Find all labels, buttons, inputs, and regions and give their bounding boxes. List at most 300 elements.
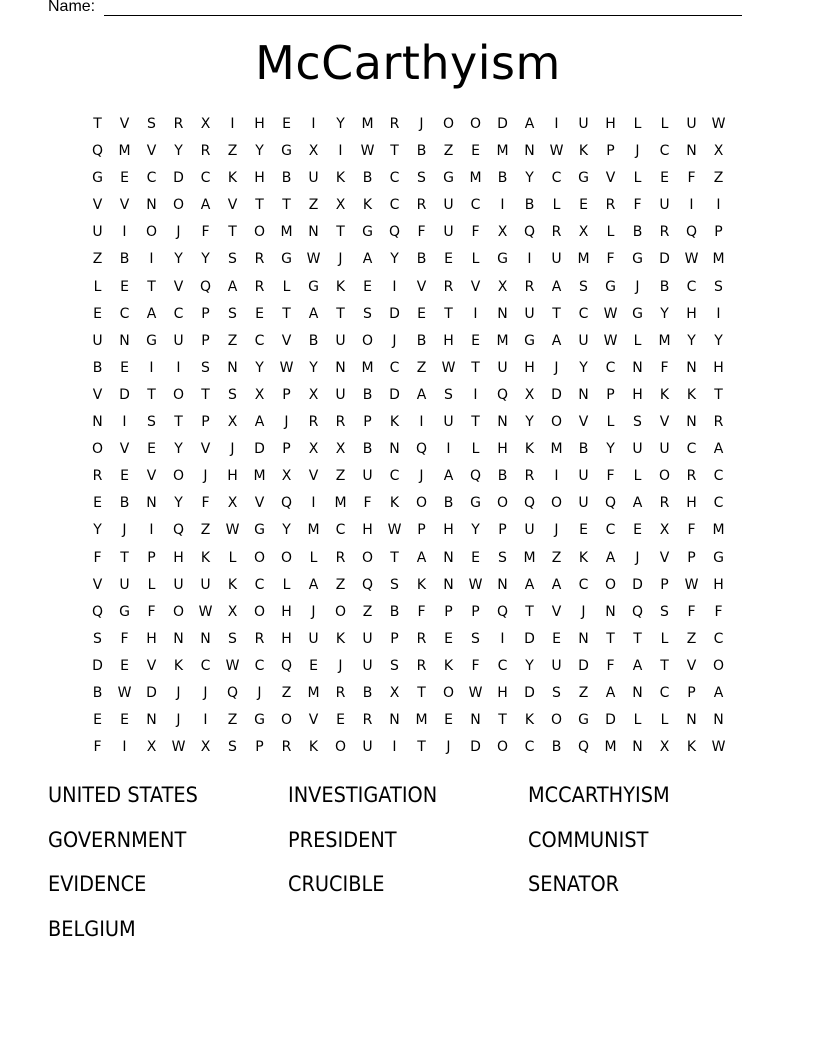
grid-letter: X xyxy=(659,522,670,539)
grid-letter: N xyxy=(686,414,697,431)
grid-letter: V xyxy=(92,576,103,593)
grid-letter: L xyxy=(471,251,480,268)
grid-letter: L xyxy=(93,278,102,295)
grid-letter: I xyxy=(338,143,343,160)
grid-letter: I xyxy=(122,414,127,431)
grid-letter: A xyxy=(146,305,157,322)
grid-letter: I xyxy=(203,712,208,729)
grid-letter: O xyxy=(172,386,185,403)
grid-letter: K xyxy=(524,441,535,458)
grid-letter: Y xyxy=(174,441,183,458)
grid-letter: D xyxy=(632,576,643,593)
grid-letter: K xyxy=(335,630,346,647)
grid-letter: A xyxy=(308,576,319,593)
grid-letter: T xyxy=(417,739,426,756)
grid-letter: W xyxy=(225,657,240,674)
grid-letter: O xyxy=(415,495,428,512)
grid-letter: J xyxy=(554,522,559,539)
grid-letter: E xyxy=(471,332,480,349)
grid-letter: P xyxy=(282,386,291,403)
grid-letter: F xyxy=(714,603,723,620)
grid-letter: C xyxy=(470,197,481,214)
grid-letter: X xyxy=(227,603,238,620)
grid-letter: J xyxy=(446,739,451,756)
grid-letter: C xyxy=(389,468,400,485)
grid-letter: O xyxy=(334,603,347,620)
grid-letter: Y xyxy=(201,251,210,268)
grid-letter: G xyxy=(254,712,265,729)
grid-letter: S xyxy=(498,549,507,566)
grid-letter: T xyxy=(633,630,642,647)
grid-letter: U xyxy=(659,441,670,458)
grid-letter: O xyxy=(550,414,563,431)
grid-row xyxy=(84,653,732,680)
grid-letter: K xyxy=(389,495,400,512)
grid-letter: I xyxy=(554,468,559,485)
grid-row xyxy=(84,490,732,517)
grid-letter: A xyxy=(524,116,535,132)
grid-letter: W xyxy=(684,576,699,593)
grid-letter: J xyxy=(284,414,289,431)
grid-letter: C xyxy=(173,305,184,322)
grid-letter: A xyxy=(551,576,562,593)
grid-letter: P xyxy=(147,549,156,566)
grid-letter: G xyxy=(578,712,589,729)
grid-letter: J xyxy=(419,116,424,132)
grid-letter: E xyxy=(282,116,291,132)
grid-letter: B xyxy=(416,332,427,349)
grid-letter: Y xyxy=(714,332,723,349)
grid-letter: K xyxy=(578,549,589,566)
grid-letter: O xyxy=(253,224,266,241)
grid-letter: V xyxy=(146,657,157,674)
grid-letter: C xyxy=(659,143,670,160)
grid-letter: X xyxy=(308,441,319,458)
grid-letter: U xyxy=(92,224,103,241)
grid-letter: U xyxy=(362,630,373,647)
grid-letter: Q xyxy=(91,603,104,620)
grid-letter: W xyxy=(279,359,294,376)
grid-letter: U xyxy=(335,332,346,349)
grid-letter: H xyxy=(254,170,265,187)
grid-letter: W xyxy=(603,305,618,322)
grid-letter: U xyxy=(524,305,535,322)
grid-letter: K xyxy=(389,414,400,431)
grid-letter: S xyxy=(147,116,156,132)
grid-letter: O xyxy=(496,495,509,512)
grid-letter: F xyxy=(93,549,102,566)
grid-letter: S xyxy=(390,657,399,674)
grid-letter: O xyxy=(550,495,563,512)
grid-letter: N xyxy=(713,712,724,729)
grid-letter: R xyxy=(524,278,535,295)
grid-letter: R xyxy=(281,739,292,756)
grid-letter: Z xyxy=(443,143,454,160)
grid-letter: T xyxy=(147,386,156,403)
grid-letter: S xyxy=(363,305,372,322)
grid-letter: Q xyxy=(415,441,428,458)
grid-letter: O xyxy=(442,116,455,132)
grid-letter: R xyxy=(524,468,535,485)
grid-letter: J xyxy=(203,684,208,701)
grid-letter: M xyxy=(523,549,536,566)
grid-letter: U xyxy=(362,468,373,485)
grid-letter: U xyxy=(173,332,184,349)
grid-letter: Y xyxy=(525,414,534,431)
grid-letter: Q xyxy=(91,143,104,160)
grid-letter: V xyxy=(146,468,157,485)
grid-letter: G xyxy=(362,224,373,241)
grid-letter: T xyxy=(390,143,399,160)
grid-letter: X xyxy=(281,468,292,485)
grid-letter: N xyxy=(335,359,346,376)
grid-letter: Q xyxy=(631,603,644,620)
grid-letter: P xyxy=(714,224,723,241)
grid-letter: L xyxy=(228,549,237,566)
grid-letter: G xyxy=(443,170,454,187)
grid-letter: B xyxy=(362,170,373,187)
grid-letter: Y xyxy=(255,359,264,376)
grid-letter: U xyxy=(659,197,670,214)
grid-letter: P xyxy=(660,576,669,593)
grid-letter: D xyxy=(146,684,157,701)
name-line xyxy=(104,15,742,16)
grid-letter: U xyxy=(362,739,373,756)
grid-row xyxy=(84,572,732,599)
grid-letter: S xyxy=(201,359,210,376)
grid-letter: V xyxy=(605,170,616,187)
grid-letter: T xyxy=(147,278,156,295)
grid-letter: B xyxy=(497,468,508,485)
grid-letter: V xyxy=(308,712,319,729)
grid-letter: Y xyxy=(336,116,345,132)
grid-letter: C xyxy=(524,739,535,756)
grid-letter: E xyxy=(309,657,318,674)
grid-letter: M xyxy=(658,332,671,349)
grid-letter: B xyxy=(362,386,373,403)
grid-letter: U xyxy=(578,116,589,132)
grid-letter: O xyxy=(334,739,347,756)
grid-letter: H xyxy=(281,630,292,647)
grid-letter: S xyxy=(228,739,237,756)
grid-letter: K xyxy=(362,197,373,214)
grid-letter: M xyxy=(253,468,266,485)
grid-letter: Y xyxy=(660,305,669,322)
grid-letter: C xyxy=(254,576,265,593)
grid-letter: Q xyxy=(496,386,509,403)
grid-letter: Y xyxy=(309,359,318,376)
word-list-item: COMMUNIST xyxy=(528,827,649,852)
grid-letter: N xyxy=(470,712,481,729)
grid-letter: D xyxy=(92,657,103,674)
grid-letter: D xyxy=(551,386,562,403)
grid-letter: Z xyxy=(416,359,427,376)
grid-letter: I xyxy=(473,386,478,403)
grid-letter: R xyxy=(254,278,265,295)
grid-letter: A xyxy=(254,414,265,431)
grid-letter: Y xyxy=(525,170,534,187)
grid-letter: Q xyxy=(604,495,617,512)
grid-letter: W xyxy=(468,684,483,701)
grid-letter: D xyxy=(254,441,265,458)
grid-letter: W xyxy=(306,251,321,268)
grid-letter: I xyxy=(419,414,424,431)
grid-letter: N xyxy=(146,495,157,512)
grid-letter: E xyxy=(660,170,669,187)
grid-letter: P xyxy=(606,143,615,160)
grid-letter: C xyxy=(686,278,697,295)
grid-letter: W xyxy=(117,684,132,701)
grid-letter: O xyxy=(469,116,482,132)
grid-letter: A xyxy=(308,305,319,322)
grid-letter: A xyxy=(362,251,373,268)
grid-letter: U xyxy=(686,116,697,132)
grid-letter: G xyxy=(632,305,643,322)
grid-letter: E xyxy=(120,657,129,674)
grid-letter: G xyxy=(470,495,481,512)
grid-letter: V xyxy=(254,495,265,512)
grid-letter: L xyxy=(660,116,669,132)
grid-letter: O xyxy=(550,712,563,729)
grid-letter: W xyxy=(360,143,375,160)
grid-letter: W xyxy=(603,332,618,349)
grid-letter: J xyxy=(392,332,397,349)
grid-letter: Z xyxy=(227,712,238,729)
grid-letter: A xyxy=(605,684,616,701)
grid-letter: C xyxy=(254,657,265,674)
grid-letter: E xyxy=(633,522,642,539)
grid-letter: N xyxy=(497,576,508,593)
grid-letter: E xyxy=(444,251,453,268)
grid-letter: Q xyxy=(226,684,239,701)
grid-letter: E xyxy=(120,359,129,376)
grid-letter: F xyxy=(201,495,210,512)
grid-letter: U xyxy=(308,630,319,647)
grid-letter: R xyxy=(416,657,427,674)
grid-letter: X xyxy=(200,739,211,756)
grid-letter: E xyxy=(93,305,102,322)
grid-letter: B xyxy=(416,143,427,160)
grid-letter: N xyxy=(497,305,508,322)
grid-row xyxy=(84,409,732,436)
grid-letter: S xyxy=(228,386,237,403)
grid-letter: U xyxy=(578,468,589,485)
grid-letter: J xyxy=(419,468,424,485)
grid-letter: Y xyxy=(390,251,399,268)
grid-letter: K xyxy=(173,657,184,674)
grid-letter: O xyxy=(361,549,374,566)
grid-row xyxy=(84,219,732,246)
grid-letter: J xyxy=(554,359,559,376)
grid-letter: J xyxy=(176,224,181,241)
grid-letter: I xyxy=(527,251,532,268)
grid-letter: L xyxy=(660,712,669,729)
grid-letter: I xyxy=(311,495,316,512)
grid-letter: M xyxy=(334,495,347,512)
grid-letter: P xyxy=(687,549,696,566)
grid-letter: W xyxy=(441,359,456,376)
grid-letter: F xyxy=(633,197,642,214)
grid-letter: E xyxy=(579,522,588,539)
grid-letter: Y xyxy=(255,143,264,160)
grid-letter: F xyxy=(201,224,210,241)
grid-letter: F xyxy=(417,603,426,620)
word-list xyxy=(48,780,768,958)
grid-letter: Z xyxy=(578,684,589,701)
grid-row xyxy=(84,517,732,544)
grid-letter: E xyxy=(471,549,480,566)
grid-letter: N xyxy=(389,712,400,729)
grid-letter: E xyxy=(336,712,345,729)
grid-letter: B xyxy=(362,441,373,458)
grid-letter: F xyxy=(687,603,696,620)
grid-letter: Y xyxy=(174,495,183,512)
grid-letter: P xyxy=(201,332,210,349)
grid-letter: F xyxy=(606,657,615,674)
grid-letter: S xyxy=(552,684,561,701)
grid-row xyxy=(84,545,732,572)
grid-row xyxy=(84,463,732,490)
grid-letter: L xyxy=(471,441,480,458)
grid-letter: H xyxy=(497,441,508,458)
grid-letter: E xyxy=(93,712,102,729)
grid-letter: N xyxy=(119,332,130,349)
grid-letter: M xyxy=(712,251,725,268)
grid-letter: H xyxy=(146,630,157,647)
grid-letter: C xyxy=(713,468,724,485)
grid-letter: M xyxy=(469,170,482,187)
grid-letter: E xyxy=(363,278,372,295)
grid-letter: N xyxy=(578,630,589,647)
grid-letter: R xyxy=(416,630,427,647)
grid-letter: E xyxy=(444,630,453,647)
grid-letter: J xyxy=(311,603,316,620)
grid-letter: X xyxy=(578,224,589,241)
grid-letter: L xyxy=(633,468,642,485)
grid-letter: M xyxy=(604,739,617,756)
grid-letter: S xyxy=(228,251,237,268)
grid-letter: H xyxy=(605,116,616,132)
grid-row xyxy=(84,355,732,382)
grid-letter: D xyxy=(470,739,481,756)
grid-letter: H xyxy=(227,468,238,485)
grid-letter: K xyxy=(416,576,427,593)
grid-letter: M xyxy=(280,224,293,241)
grid-letter: J xyxy=(176,712,181,729)
grid-letter: M xyxy=(361,359,374,376)
grid-letter: H xyxy=(443,522,454,539)
grid-letter: C xyxy=(659,684,670,701)
grid-letter: B xyxy=(308,332,319,349)
grid-letter: M xyxy=(415,712,428,729)
grid-letter: C xyxy=(497,657,508,674)
grid-letter: U xyxy=(92,332,103,349)
grid-letter: Y xyxy=(579,359,588,376)
grid-letter: O xyxy=(280,712,293,729)
grid-letter: N xyxy=(686,712,697,729)
grid-letter: H xyxy=(686,305,697,322)
grid-letter: H xyxy=(254,116,265,132)
grid-letter: D xyxy=(659,251,670,268)
grid-letter: C xyxy=(605,522,616,539)
grid-letter: X xyxy=(254,386,265,403)
grid-letter: V xyxy=(308,468,319,485)
word-list-item: GOVERNMENT xyxy=(48,827,187,852)
grid-letter: R xyxy=(389,116,400,132)
grid-letter: U xyxy=(119,576,130,593)
grid-letter: H xyxy=(281,603,292,620)
grid-letter: R xyxy=(308,414,319,431)
grid-letter: L xyxy=(606,414,615,431)
grid-letter: F xyxy=(606,468,615,485)
grid-letter: K xyxy=(686,386,697,403)
grid-letter: T xyxy=(606,630,615,647)
grid-letter: P xyxy=(444,603,453,620)
grid-letter: I xyxy=(149,359,154,376)
grid-letter: J xyxy=(338,657,343,674)
grid-letter: I xyxy=(230,116,235,132)
grid-letter: W xyxy=(711,739,726,756)
grid-letter: S xyxy=(633,414,642,431)
grid-letter: C xyxy=(146,170,157,187)
grid-letter: I xyxy=(122,739,127,756)
grid-letter: X xyxy=(713,143,724,160)
grid-letter: Q xyxy=(469,468,482,485)
grid-letter: F xyxy=(660,359,669,376)
grid-letter: X xyxy=(227,495,238,512)
grid-letter: B xyxy=(497,170,508,187)
grid-letter: N xyxy=(632,359,643,376)
grid-letter: T xyxy=(255,197,264,214)
grid-letter: B xyxy=(578,441,589,458)
grid-letter: L xyxy=(282,278,291,295)
grid-letter: B xyxy=(362,684,373,701)
letter-grid xyxy=(84,111,732,761)
grid-letter: F xyxy=(606,251,615,268)
grid-letter: X xyxy=(308,386,319,403)
grid-letter: A xyxy=(713,441,724,458)
grid-letter: P xyxy=(606,386,615,403)
grid-letter: G xyxy=(605,278,616,295)
grid-letter: Y xyxy=(471,522,480,539)
grid-letter: L xyxy=(660,630,669,647)
page-title: McCarthyism xyxy=(255,36,561,90)
grid-letter: X xyxy=(335,197,346,214)
grid-letter: I xyxy=(716,305,721,322)
grid-row xyxy=(84,274,732,301)
grid-row xyxy=(84,328,732,355)
grid-letter: A xyxy=(416,386,427,403)
grid-letter: D xyxy=(389,386,400,403)
grid-letter: P xyxy=(390,630,399,647)
grid-letter: P xyxy=(417,522,426,539)
grid-letter: T xyxy=(552,305,561,322)
grid-letter: G xyxy=(578,170,589,187)
grid-letter: I xyxy=(716,197,721,214)
grid-letter: A xyxy=(713,684,724,701)
grid-letter: F xyxy=(120,630,129,647)
word-list-item: CRUCIBLE xyxy=(288,872,385,896)
grid-letter: T xyxy=(228,224,237,241)
grid-letter: N xyxy=(146,712,157,729)
grid-letter: B xyxy=(389,603,400,620)
grid-letter: B xyxy=(119,495,130,512)
grid-letter: U xyxy=(578,495,589,512)
grid-letter: G xyxy=(119,603,130,620)
grid-letter: X xyxy=(659,739,670,756)
grid-letter: E xyxy=(579,197,588,214)
grid-letter: R xyxy=(335,684,346,701)
